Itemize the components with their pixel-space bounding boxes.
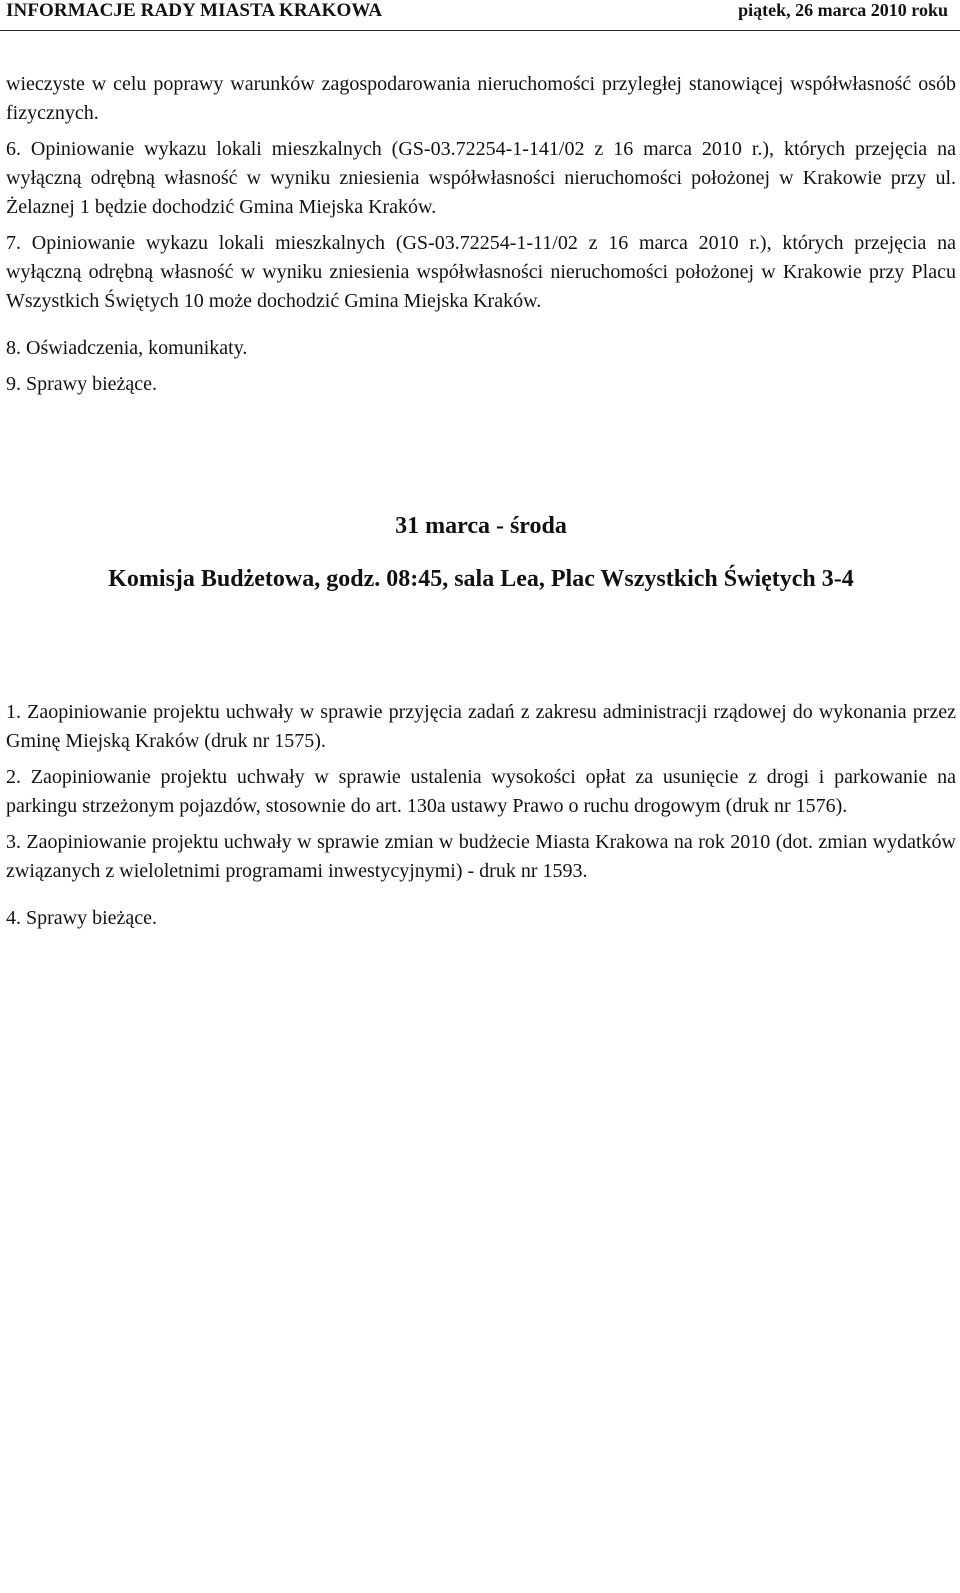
header-divider bbox=[0, 30, 960, 31]
header-title: INFORMACJE RADY MIASTA KRAKOWA bbox=[6, 0, 383, 21]
agenda-item-6: 6. Opiniowanie wykazu lokali mieszkalnych (GS-03.72254-1-141/02 z 16 marca 2010 r.), których przejęcia na wyłączną odrębną własność w wyniku zniesienia współwłasności nieruchomości położonej w Krakowie przy ul. Żelaznej 1 będzie dochodzić Gmina Miejska Kraków. bbox=[6, 138, 956, 218]
commission-item-3: 3. Zaopiniowanie projektu uchwały w sprawie zmian w budżecie Miasta Krakowa na rok 2010 (dot. zmian wydatków związanych z wieloletnimi programami inwestycyjnymi) - druk nr 1593. bbox=[6, 831, 956, 882]
commission-item-4: 4. Sprawy bieżące. bbox=[6, 907, 158, 929]
agenda-item-8: 8. Oświadczenia, komunikaty. bbox=[6, 337, 248, 359]
header-date: piątek, 26 marca 2010 roku bbox=[738, 0, 948, 20]
agenda-item-7: 7. Opiniowanie wykazu lokali mieszkalnych (GS-03.72254-1-11/02 z 16 marca 2010 r.), których przejęcia na wyłączną odrębną własność w wyniku zniesienia współwłasności nieruchomości położonej w Krakowie przy Placu Wszystkich Świętych 10 może dochodzić Gmina Miejska Kraków. bbox=[6, 232, 956, 312]
commission-item-2: 2. Zaopiniowanie projektu uchwały w sprawie ustalenia wysokości opłat za usunięcie z drogi i parkowanie na parkingu strzeżonym pojazdów, stosownie do art. 130a ustawy Prawo o ruchu drogowym (druk nr 1576). bbox=[6, 766, 956, 817]
meeting-date-heading: 31 marca - środa bbox=[395, 513, 567, 539]
document-body bbox=[6, 70, 956, 933]
agenda-item-9: 9. Sprawy bieżące. bbox=[6, 373, 158, 395]
commission-item-1: 1. Zaopiniowanie projektu uchwały w sprawie przyjęcia zadań z zakresu administracji rządowej do wykonania przez Gminę Miejską Kraków (druk nr 1575). bbox=[6, 701, 956, 752]
paragraph-continuation: wieczyste w celu poprawy warunków zagospodarowania nieruchomości przyległej stanowiącej współwłasność osób fizycznych. bbox=[6, 73, 956, 124]
page-header bbox=[0, 0, 960, 34]
commission-heading: Komisja Budżetowa, godz. 08:45, sala Lea, Plac Wszystkich Świętych 3-4 bbox=[108, 566, 854, 592]
